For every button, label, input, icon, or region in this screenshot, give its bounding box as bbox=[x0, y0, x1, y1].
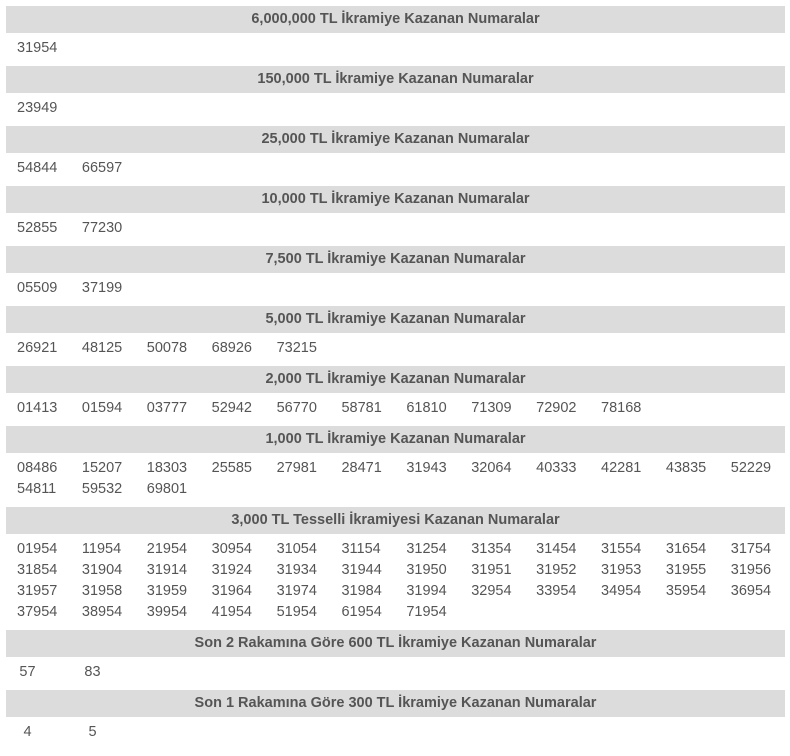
winning-number: 31924 bbox=[211, 562, 252, 578]
winning-number: 31957 bbox=[17, 583, 58, 599]
winning-number: 77230 bbox=[81, 220, 123, 236]
winning-number: 31964 bbox=[211, 583, 252, 599]
prize-section bbox=[6, 690, 785, 750]
prize-section bbox=[6, 126, 785, 186]
prize-section-title: 3,000 TL Tesselli İkramiyesi Kazanan Numaralar bbox=[6, 507, 785, 534]
winning-number: 31952 bbox=[536, 562, 577, 578]
winning-numbers-list bbox=[6, 534, 785, 630]
winning-number: 78168 bbox=[601, 400, 642, 416]
winning-numbers-row bbox=[17, 539, 785, 560]
winning-numbers-row bbox=[17, 560, 785, 581]
prize-section-title: Son 2 Rakamına Göre 600 TL İkramiye Kazanan Numaralar bbox=[6, 630, 785, 657]
prize-section-title: Son 1 Rakamına Göre 300 TL İkramiye Kazanan Numaralar bbox=[6, 690, 785, 717]
winning-number: 37954 bbox=[17, 604, 58, 620]
winning-number: 54811 bbox=[17, 481, 57, 497]
winning-number: 56770 bbox=[276, 400, 317, 416]
winning-number: 27981 bbox=[276, 460, 317, 476]
winning-numbers-row bbox=[17, 398, 785, 419]
winning-number: 57 bbox=[19, 664, 36, 680]
prize-section bbox=[6, 507, 785, 630]
winning-number: 31954 bbox=[17, 40, 58, 56]
winning-number: 38954 bbox=[81, 604, 123, 620]
winning-number: 69801 bbox=[146, 481, 188, 497]
winning-numbers-row bbox=[17, 38, 785, 59]
prize-section-title: 7,500 TL İkramiye Kazanan Numaralar bbox=[6, 246, 785, 273]
winning-number: 31654 bbox=[665, 541, 707, 557]
winning-number: 32954 bbox=[471, 583, 512, 599]
winning-number: 39954 bbox=[146, 604, 188, 620]
winning-number: 31914 bbox=[146, 562, 188, 578]
winning-number: 52942 bbox=[211, 400, 252, 416]
winning-number: 59532 bbox=[81, 481, 123, 497]
winning-number: 58781 bbox=[341, 400, 382, 416]
winning-number: 71309 bbox=[471, 400, 512, 416]
prize-section bbox=[6, 426, 785, 507]
winning-number: 43835 bbox=[665, 460, 707, 476]
winning-number: 52229 bbox=[730, 460, 772, 476]
winning-number: 31944 bbox=[341, 562, 382, 578]
prize-section bbox=[6, 186, 785, 246]
winning-number: 5 bbox=[88, 724, 97, 740]
winning-number: 31958 bbox=[81, 583, 123, 599]
winning-number: 31754 bbox=[730, 541, 772, 557]
winning-number: 42281 bbox=[601, 460, 642, 476]
prize-section-title: 2,000 TL İkramiye Kazanan Numaralar bbox=[6, 366, 785, 393]
winning-number: 31955 bbox=[665, 562, 707, 578]
winning-number: 34954 bbox=[601, 583, 642, 599]
winning-numbers-list bbox=[6, 273, 785, 306]
prize-section bbox=[6, 66, 785, 126]
winning-number: 73215 bbox=[276, 340, 317, 356]
winning-numbers-list bbox=[6, 717, 785, 750]
winning-number: 61954 bbox=[341, 604, 382, 620]
winning-number: 23949 bbox=[17, 100, 58, 116]
winning-number: 72902 bbox=[536, 400, 577, 416]
winning-numbers-list bbox=[6, 333, 785, 366]
winning-number: 52855 bbox=[17, 220, 58, 236]
winning-numbers-row bbox=[17, 338, 785, 359]
winning-number: 31951 bbox=[471, 562, 512, 578]
winning-numbers-row bbox=[17, 98, 785, 119]
winning-number: 31984 bbox=[341, 583, 382, 599]
winning-number: 54844 bbox=[17, 160, 58, 176]
winning-numbers-row bbox=[6, 662, 785, 683]
winning-number: 40333 bbox=[536, 460, 577, 476]
winning-number: 35954 bbox=[665, 583, 707, 599]
winning-numbers-list bbox=[6, 213, 785, 246]
winning-numbers-list bbox=[6, 453, 785, 507]
prize-section-title: 6,000,000 TL İkramiye Kazanan Numaralar bbox=[6, 6, 785, 33]
winning-number: 01413 bbox=[17, 400, 58, 416]
winning-number: 01954 bbox=[17, 541, 58, 557]
winning-number: 08486 bbox=[17, 460, 58, 476]
winning-number: 31974 bbox=[276, 583, 317, 599]
winning-numbers-row bbox=[17, 458, 785, 479]
winning-number: 05509 bbox=[17, 280, 58, 296]
winning-number: 31956 bbox=[730, 562, 772, 578]
prize-section bbox=[6, 630, 785, 690]
winning-number: 03777 bbox=[146, 400, 188, 416]
winning-number: 4 bbox=[23, 724, 32, 740]
winning-number: 32064 bbox=[471, 460, 512, 476]
winning-number: 31354 bbox=[471, 541, 512, 557]
winning-number: 51954 bbox=[276, 604, 317, 620]
winning-numbers-row bbox=[17, 278, 785, 299]
prize-section bbox=[6, 6, 785, 66]
winning-number: 31154 bbox=[341, 541, 381, 557]
winning-number: 83 bbox=[84, 664, 101, 680]
winning-numbers-row bbox=[17, 218, 785, 239]
winning-number: 31953 bbox=[601, 562, 642, 578]
winning-number: 31950 bbox=[406, 562, 447, 578]
winning-number: 33954 bbox=[536, 583, 577, 599]
winning-number: 68926 bbox=[211, 340, 252, 356]
prize-section-title: 25,000 TL İkramiye Kazanan Numaralar bbox=[6, 126, 785, 153]
winning-numbers-row bbox=[17, 479, 785, 500]
winning-number: 31054 bbox=[276, 541, 317, 557]
winning-number: 41954 bbox=[211, 604, 252, 620]
winning-number: 31943 bbox=[406, 460, 447, 476]
prize-section-title: 5,000 TL İkramiye Kazanan Numaralar bbox=[6, 306, 785, 333]
prize-section bbox=[6, 366, 785, 426]
winning-number: 25585 bbox=[211, 460, 252, 476]
winning-number: 30954 bbox=[211, 541, 252, 557]
winning-number: 36954 bbox=[730, 583, 772, 599]
winning-numbers-list bbox=[6, 153, 785, 186]
winning-number: 31934 bbox=[276, 562, 317, 578]
prize-section-title: 1,000 TL İkramiye Kazanan Numaralar bbox=[6, 426, 785, 453]
winning-number: 66597 bbox=[81, 160, 123, 176]
winning-numbers-row bbox=[6, 722, 785, 743]
winning-number: 28471 bbox=[341, 460, 382, 476]
winning-numbers-row bbox=[17, 158, 785, 179]
winning-number: 31454 bbox=[536, 541, 577, 557]
winning-number: 37199 bbox=[81, 280, 123, 296]
lottery-results bbox=[6, 6, 785, 750]
winning-numbers-row bbox=[17, 581, 785, 602]
winning-number: 31554 bbox=[601, 541, 642, 557]
winning-number: 31994 bbox=[406, 583, 447, 599]
winning-numbers-list bbox=[6, 657, 785, 690]
winning-number: 21954 bbox=[146, 541, 188, 557]
winning-number: 31854 bbox=[17, 562, 58, 578]
winning-numbers-row bbox=[17, 602, 785, 623]
winning-number: 18303 bbox=[146, 460, 188, 476]
winning-number: 48125 bbox=[81, 340, 123, 356]
winning-number: 61810 bbox=[406, 400, 447, 416]
winning-number: 31904 bbox=[81, 562, 123, 578]
winning-number: 01594 bbox=[81, 400, 123, 416]
winning-number: 31959 bbox=[146, 583, 188, 599]
winning-numbers-list bbox=[6, 93, 785, 126]
prize-section-title: 10,000 TL İkramiye Kazanan Numaralar bbox=[6, 186, 785, 213]
winning-number: 11954 bbox=[81, 541, 122, 557]
prize-section bbox=[6, 246, 785, 306]
prize-section-title: 150,000 TL İkramiye Kazanan Numaralar bbox=[6, 66, 785, 93]
winning-number: 26921 bbox=[17, 340, 58, 356]
prize-section bbox=[6, 306, 785, 366]
winning-number: 31254 bbox=[406, 541, 447, 557]
winning-number: 15207 bbox=[81, 460, 123, 476]
winning-numbers-list bbox=[6, 33, 785, 66]
winning-numbers-list bbox=[6, 393, 785, 426]
winning-number: 71954 bbox=[406, 604, 447, 620]
winning-number: 50078 bbox=[146, 340, 188, 356]
